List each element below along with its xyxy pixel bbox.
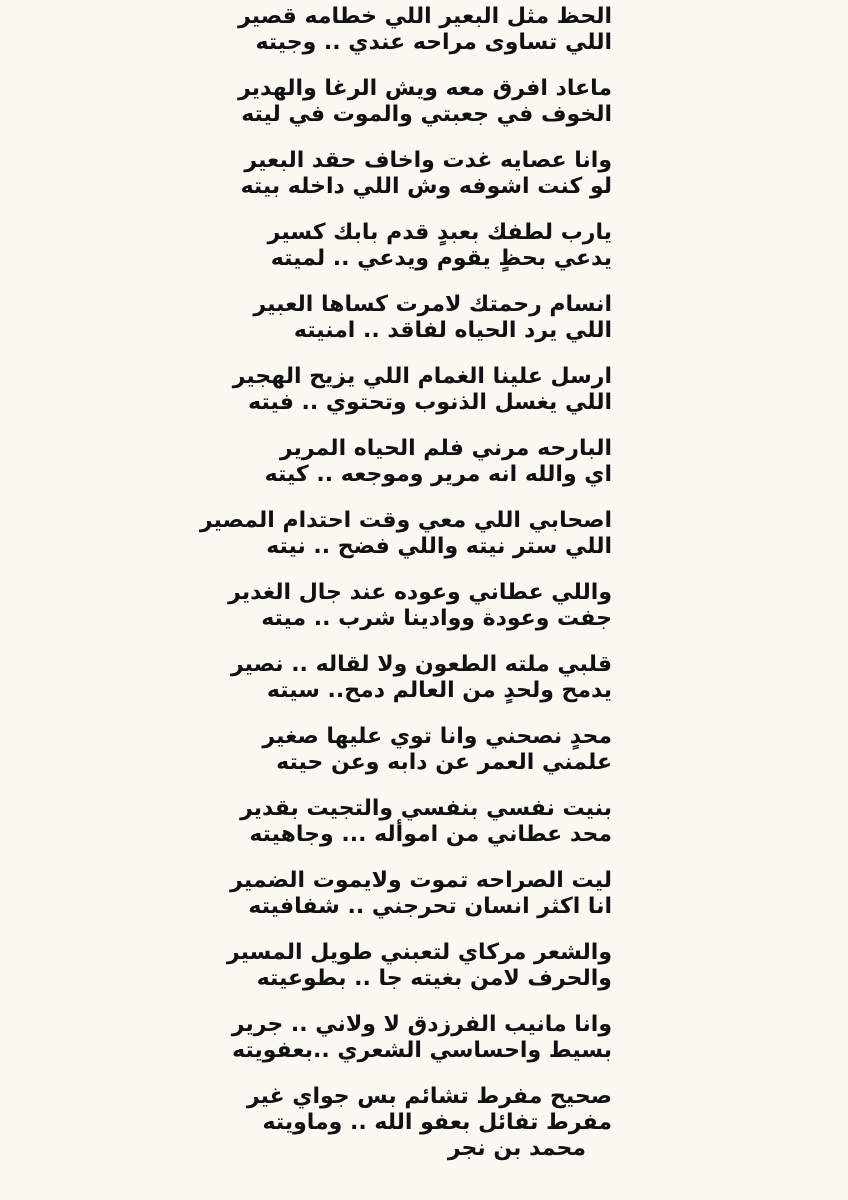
stanza-14: [12, 940, 612, 992]
verse-line: الخوف في جعبتي والموت في ليته: [241, 102, 612, 127]
verse-line: يدعي بحظٍ يقوم ويدعي .. لميته: [270, 246, 612, 271]
verse-line: يارب لطفك بعبدٍ قدم بابك كسير: [267, 220, 612, 245]
stanza-7: [12, 436, 612, 488]
verse-line: قلبي ملته الطعون ولا لقاله .. نصير: [230, 652, 612, 677]
stanza-3: [12, 148, 612, 200]
verse-line: الحظ مثل البعير اللي خطامه قصير: [238, 4, 612, 29]
stanza-8: [12, 508, 612, 560]
verse-line: واللي عطاني وعوده عند جال الغدير: [228, 580, 612, 605]
verse-line: جفت وعودة ووادينا شرب .. ميته: [261, 606, 612, 631]
verse-line: انا اكثر انسان تحرجني .. شفافيته: [248, 894, 612, 919]
stanza-13: [12, 868, 612, 920]
poem-body: [12, 4, 612, 1162]
verse-line: اللي تساوى مراحه عندي .. وجيته: [255, 30, 612, 55]
stanza-6: [12, 364, 612, 416]
stanza-4: [12, 220, 612, 272]
stanza-16: [12, 1084, 612, 1136]
verse-line: انسام رحمتك لامرت كساها العبير: [253, 292, 612, 317]
verse-line: اصحابي اللي معي وقت احتدام المصير: [199, 508, 612, 533]
stanza-15: [12, 1012, 612, 1064]
verse-line: والشعر مركاي لتعبني طويل المسير: [226, 940, 612, 965]
verse-line: اللي ستر نيته واللي فضح .. نيته: [266, 534, 612, 559]
verse-line: صحيح مفرط تشائم بس جواي غير: [246, 1084, 612, 1109]
stanza-9: [12, 580, 612, 632]
stanza-2: [12, 76, 612, 128]
verse-line: مفرط تفائل بعفو الله .. وماويته: [262, 1110, 612, 1135]
verse-line: بسيط واحساسي الشعري ..بعفويته: [232, 1038, 612, 1063]
stanza-11: [12, 724, 612, 776]
stanza-12: [12, 796, 612, 848]
verse-line: يدمح ولحدٍ من العالم دمح.. سيته: [266, 678, 612, 703]
stanza-5: [12, 292, 612, 344]
verse-line: اي والله انه مرير وموجعه .. كيته: [264, 462, 612, 487]
poet-signature: محمد بن نجر: [447, 1136, 586, 1161]
verse-line: اللي يغسل الذنوب وتحتوي .. فيته: [248, 390, 612, 415]
stanza-10: [12, 652, 612, 704]
verse-line: علمني العمر عن دابه وعن حيته: [276, 750, 612, 775]
verse-line: محد عطاني من اموأله ... وجاهيته: [249, 822, 612, 847]
verse-line: وانا عصايه غدت واخاف حقد البعير: [244, 148, 612, 173]
verse-line: ماعاد افرق معه ويش الرغا والهدير: [238, 76, 612, 101]
verse-line: بنيت نفسي بنفسي والتجيت بقدير: [240, 796, 612, 821]
verse-line: محدٍ نصحني وانا توي عليها صغير: [262, 724, 612, 749]
verse-line: والحرف لامن بغيته جا .. بطوعيته: [256, 966, 612, 991]
stanza-1: [12, 4, 612, 56]
verse-line: البارحه مرني فلم الحياه المرير: [279, 436, 612, 461]
verse-line: ليت الصراحه تموت ولايموت الضمير: [230, 868, 612, 893]
verse-line: اللي يرد الحياه لفاقد .. امنيته: [293, 318, 612, 343]
verse-line: ارسل علينا الغمام اللي يزيح الهجير: [232, 364, 612, 389]
verse-line: لو كنت اشوفه وش اللي داخله بيته: [240, 174, 612, 199]
verse-line: وانا مانيب الفرزدق لا ولاني .. جرير: [231, 1012, 612, 1037]
